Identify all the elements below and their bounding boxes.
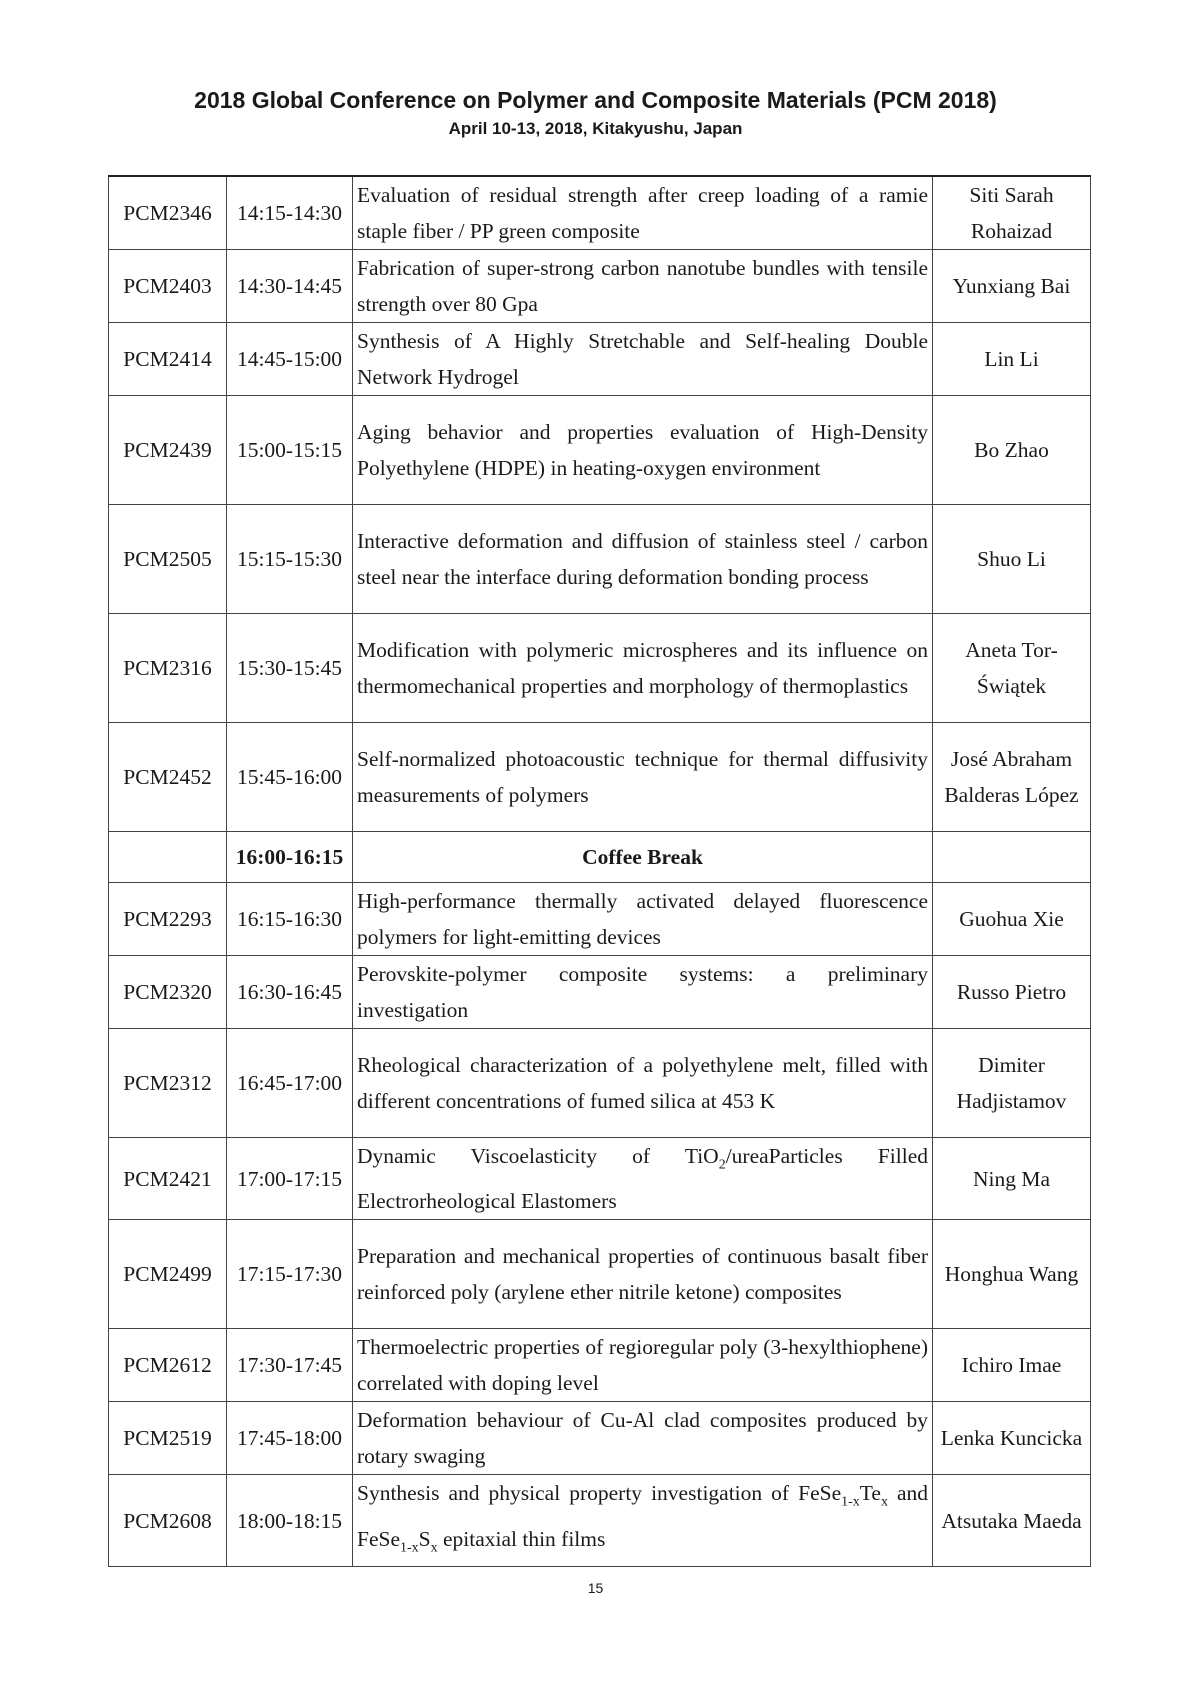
paper-title: Preparation and mechanical properties of continuous basalt fiber reinforced poly (arylene ether nitrile ketone) composites	[353, 1220, 933, 1329]
paper-id: PCM2312	[109, 1029, 227, 1138]
coffee-break-row	[109, 832, 1091, 883]
time-slot: 17:00-17:15	[227, 1138, 353, 1220]
time-slot: 17:15-17:30	[227, 1220, 353, 1329]
time-slot: 16:15-16:30	[227, 883, 353, 956]
schedule-table	[108, 175, 1091, 1567]
table-row	[109, 1475, 1091, 1567]
document-header	[0, 84, 1191, 142]
speaker-name: Shuo Li	[933, 505, 1091, 614]
paper-id: PCM2293	[109, 883, 227, 956]
table-row	[109, 614, 1091, 723]
time-slot: 17:30-17:45	[227, 1329, 353, 1402]
paper-id: PCM2439	[109, 396, 227, 505]
speaker-name: Yunxiang Bai	[933, 250, 1091, 323]
speaker-name: Lenka Kuncicka	[933, 1402, 1091, 1475]
subscript: 1-x	[400, 1539, 419, 1555]
paper-title: Rheological characterization of a polyethylene melt, filled with different concentrations of fumed silica at 453 K	[353, 1029, 933, 1138]
paper-id: PCM2519	[109, 1402, 227, 1475]
speaker-name: Siti Sarah Rohaizad	[933, 176, 1091, 250]
table-row	[109, 883, 1091, 956]
table-row	[109, 723, 1091, 832]
paper-title: Perovskite-polymer composite systems: a preliminary investigation	[353, 956, 933, 1029]
subscript: 1-x	[841, 1494, 860, 1510]
time-slot: 15:15-15:30	[227, 505, 353, 614]
time-slot: 14:15-14:30	[227, 176, 353, 250]
conference-date-location: April 10-13, 2018, Kitakyushu, Japan	[448, 119, 743, 138]
paper-title: Interactive deformation and diffusion of stainless steel / carbon steel near the interface during deformation bonding process	[353, 505, 933, 614]
paper-id: PCM2505	[109, 505, 227, 614]
paper-title	[353, 1138, 933, 1220]
paper-title: Fabrication of super-strong carbon nanotube bundles with tensile strength over 80 Gpa	[353, 250, 933, 323]
speaker-name: Dimiter Hadjistamov	[933, 1029, 1091, 1138]
paper-id: PCM2421	[109, 1138, 227, 1220]
paper-id: PCM2414	[109, 323, 227, 396]
table-row	[109, 505, 1091, 614]
table-row	[109, 396, 1091, 505]
speaker-name: Russo Pietro	[933, 956, 1091, 1029]
paper-title	[353, 1475, 933, 1567]
break-label: Coffee Break	[353, 832, 933, 883]
speaker-name: José Abraham Balderas López	[933, 723, 1091, 832]
paper-id	[109, 832, 227, 883]
speaker-name	[933, 832, 1091, 883]
paper-id: PCM2320	[109, 956, 227, 1029]
paper-id: PCM2608	[109, 1475, 227, 1567]
paper-title: Modification with polymeric microspheres and its influence on thermomechanical properties and morphology of thermoplastics	[353, 614, 933, 723]
paper-id: PCM2499	[109, 1220, 227, 1329]
subscript: x	[880, 1494, 888, 1510]
paper-title: Synthesis of A Highly Stretchable and Self-healing Double Network Hydrogel	[353, 323, 933, 396]
table-row	[109, 1220, 1091, 1329]
title-text: Synthesis and physical property investigation of FeSe	[357, 1481, 842, 1506]
table-row	[109, 1329, 1091, 1402]
speaker-name: Atsutaka Maeda	[933, 1475, 1091, 1567]
time-slot: 14:45-15:00	[227, 323, 353, 396]
paper-title: Thermoelectric properties of regioregular poly (3-hexylthiophene) correlated with doping level	[353, 1329, 933, 1402]
paper-title: High-performance thermally activated delayed fluorescence polymers for light-emitting devices	[353, 883, 933, 956]
paper-id: PCM2452	[109, 723, 227, 832]
time-slot: 17:45-18:00	[227, 1402, 353, 1475]
paper-title: Evaluation of residual strength after creep loading of a ramie staple fiber / PP green composite	[353, 176, 933, 250]
speaker-name: Bo Zhao	[933, 396, 1091, 505]
subscript: x	[430, 1539, 438, 1555]
title-text: epitaxial thin films	[437, 1526, 606, 1551]
time-slot: 16:00-16:15	[227, 832, 353, 883]
time-slot: 14:30-14:45	[227, 250, 353, 323]
speaker-name: Guohua Xie	[933, 883, 1091, 956]
subscript: 2	[718, 1157, 726, 1173]
table-row	[109, 250, 1091, 323]
speaker-name: Ning Ma	[933, 1138, 1091, 1220]
time-slot: 15:00-15:15	[227, 396, 353, 505]
time-slot: 15:30-15:45	[227, 614, 353, 723]
time-slot: 18:00-18:15	[227, 1475, 353, 1567]
speaker-name: Ichiro Imae	[933, 1329, 1091, 1402]
title-text: and FeSe	[357, 1481, 928, 1551]
title-text: Dynamic Viscoelasticity of TiO	[357, 1144, 719, 1168]
paper-title: Aging behavior and properties evaluation of High-Density Polyethylene (HDPE) in heating-oxygen environment	[353, 396, 933, 505]
paper-id: PCM2612	[109, 1329, 227, 1402]
paper-title: Self-normalized photoacoustic technique for thermal diffusivity measurements of polymers	[353, 723, 933, 832]
conference-title: 2018 Global Conference on Polymer and Composite Materials (PCM 2018)	[194, 87, 997, 113]
time-slot: 16:30-16:45	[227, 956, 353, 1029]
speaker-name: Aneta Tor-Świątek	[933, 614, 1091, 723]
speaker-name: Honghua Wang	[933, 1220, 1091, 1329]
title-text: /ureaParticles Filled Electrorheological Elastomers	[357, 1144, 928, 1214]
table-row	[109, 1029, 1091, 1138]
title-text: S	[418, 1526, 431, 1551]
table-row	[109, 323, 1091, 396]
paper-id: PCM2346	[109, 176, 227, 250]
paper-id: PCM2316	[109, 614, 227, 723]
paper-id: PCM2403	[109, 250, 227, 323]
time-slot: 16:45-17:00	[227, 1029, 353, 1138]
speaker-name: Lin Li	[933, 323, 1091, 396]
table-row	[109, 176, 1091, 250]
time-slot: 15:45-16:00	[227, 723, 353, 832]
table-row	[109, 1402, 1091, 1475]
title-text: Te	[859, 1481, 881, 1506]
table-row	[109, 1138, 1091, 1220]
page-number: 15	[587, 1580, 604, 1596]
paper-title: Deformation behaviour of Cu-Al clad composites produced by rotary swaging	[353, 1402, 933, 1475]
table-row	[109, 956, 1091, 1029]
